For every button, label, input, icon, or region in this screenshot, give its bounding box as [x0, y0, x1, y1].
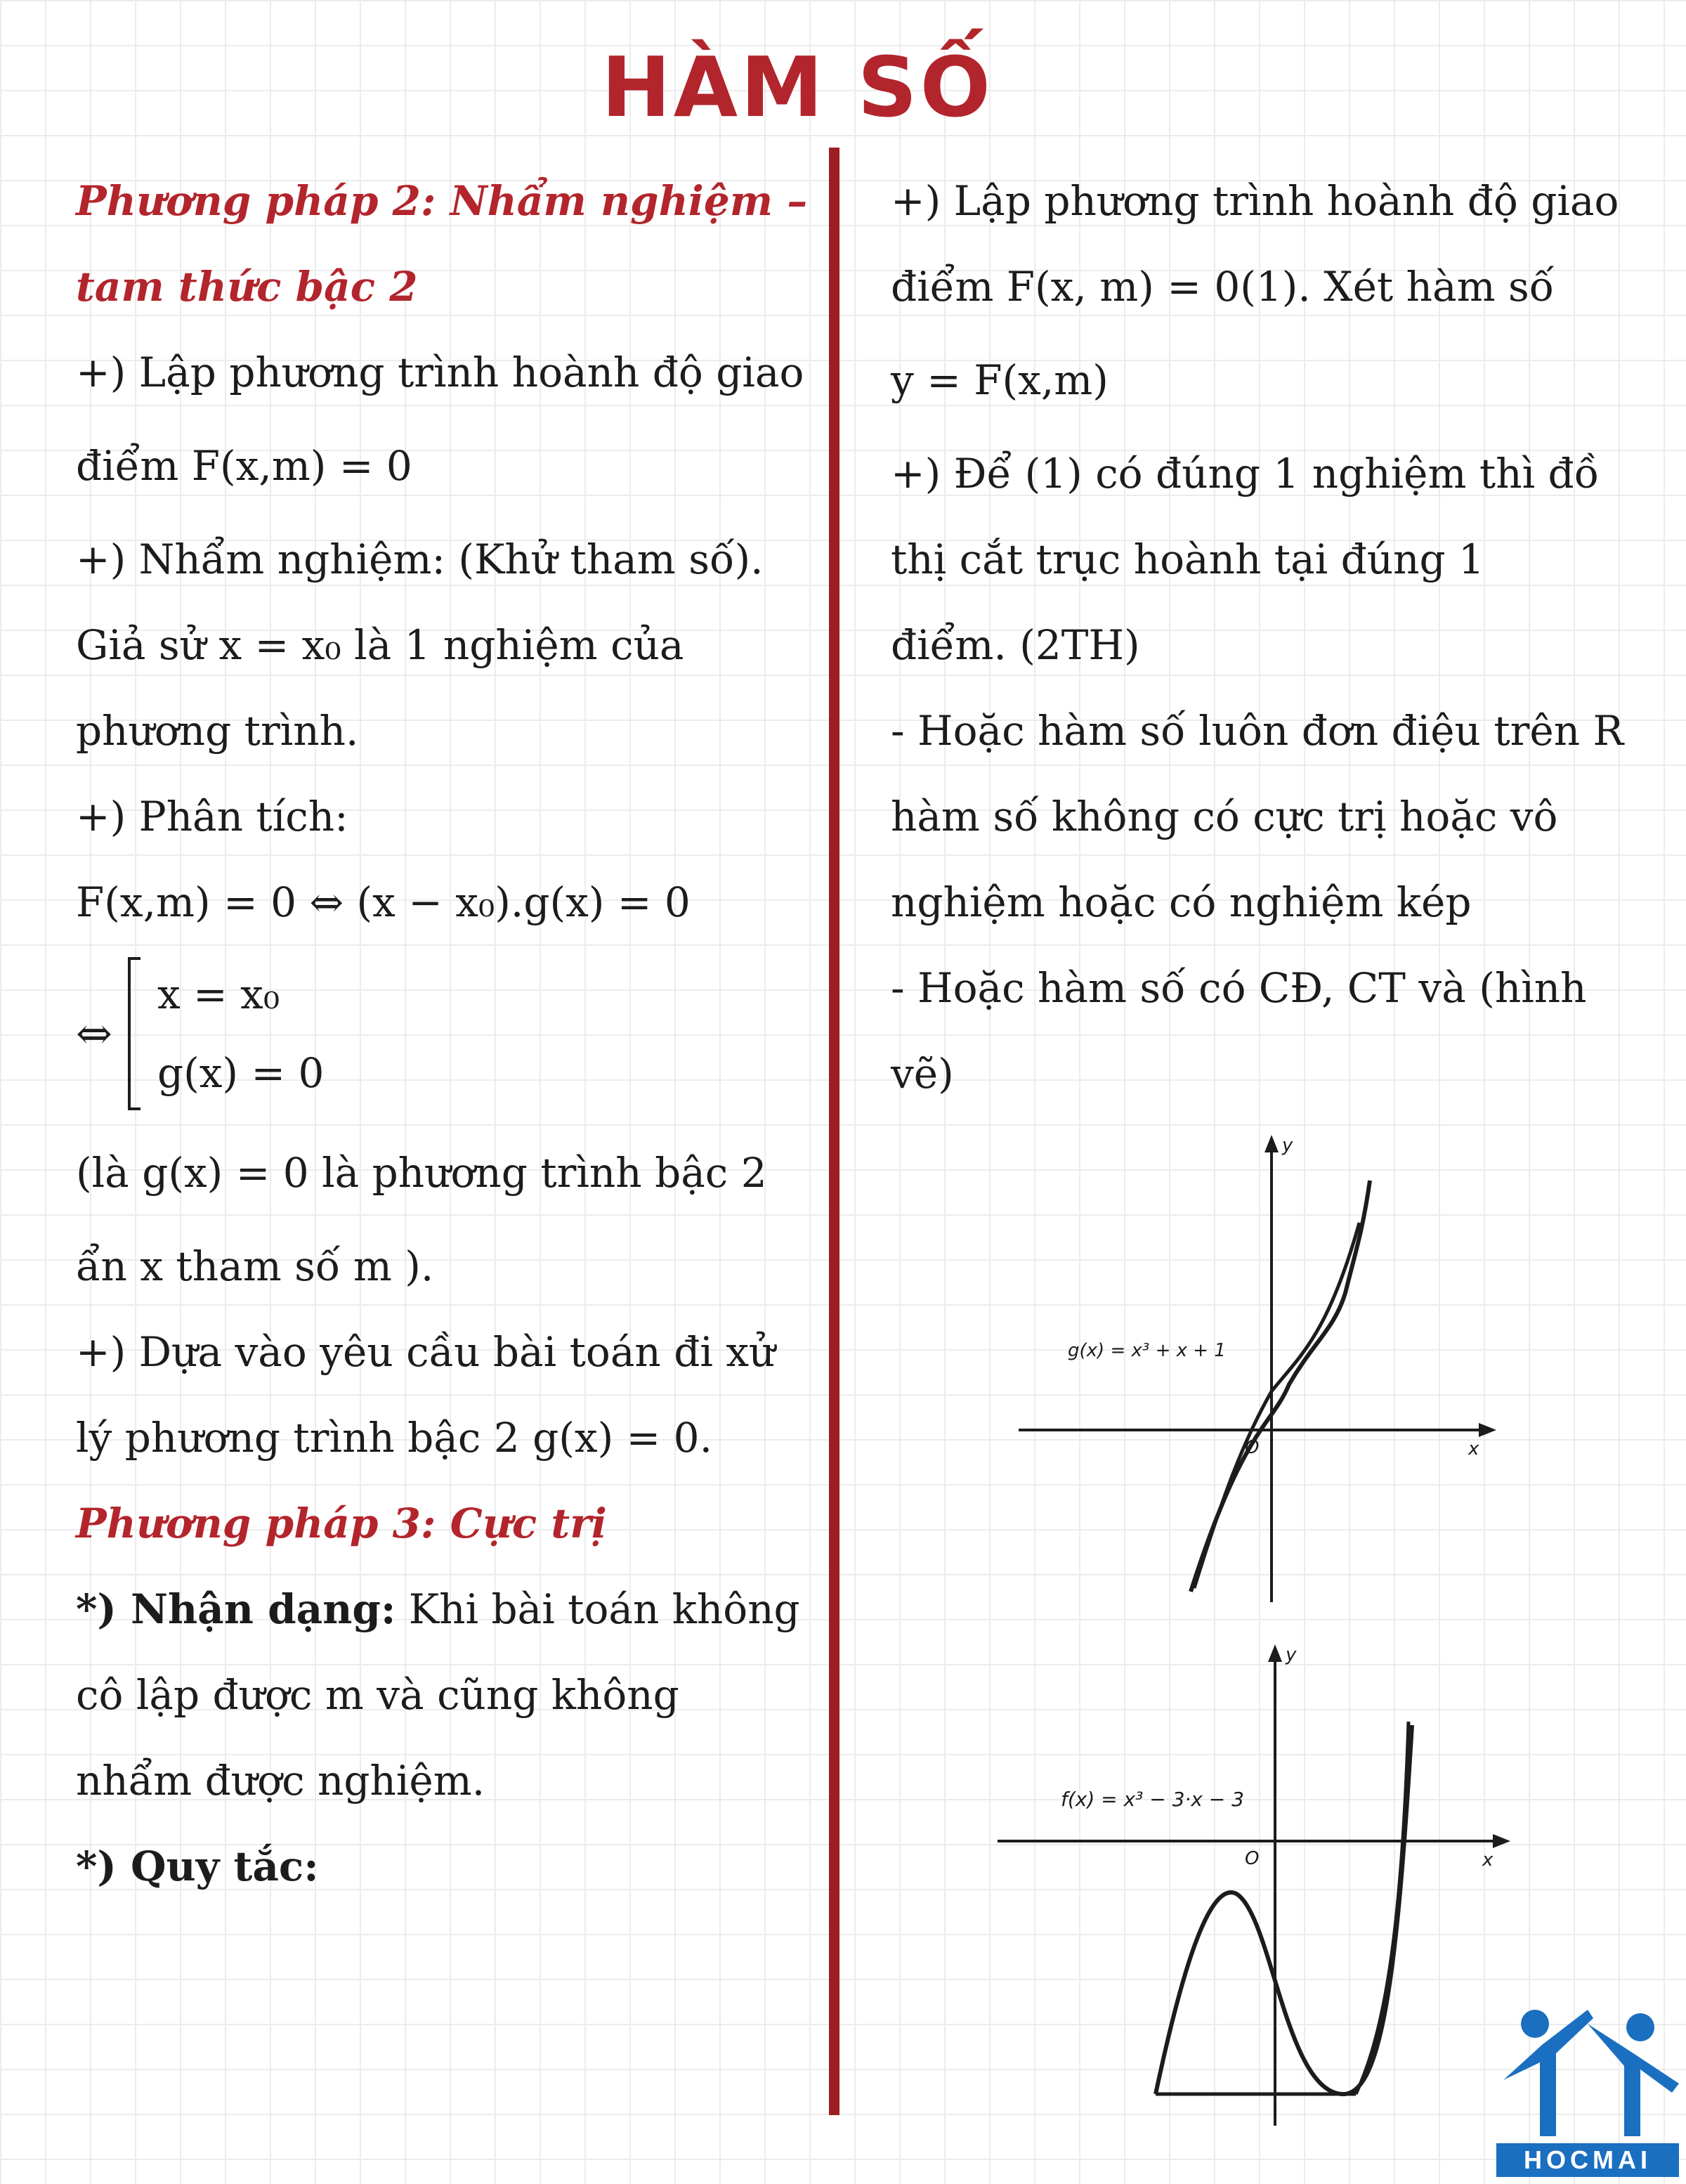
- text-line: - Hoặc hàm số luôn đơn điệu trên R: [891, 707, 1624, 755]
- text-line: điểm. (2TH): [891, 621, 1140, 669]
- graph-1-y-label: y: [1282, 1135, 1293, 1156]
- text-line: hàm số không có cực trị hoặc vô: [891, 793, 1558, 840]
- curve-g: [1191, 1181, 1370, 1592]
- text-line: +) Để (1) có đúng 1 nghiệm thì đồ: [891, 450, 1600, 498]
- x-axis-arrow-icon: [1479, 1423, 1496, 1437]
- method-2-heading: Phương pháp 2: Nhẩm nghiệm –: [76, 177, 808, 225]
- logo-person-right-body: [1588, 2024, 1679, 2136]
- logo-text: HOCMAI: [1524, 2145, 1652, 2174]
- text-line: nhẩm được nghiệm.: [76, 1757, 485, 1805]
- text-line: lý phương trình bậc 2 g(x) = 0.: [76, 1414, 713, 1462]
- text-line: +) Phân tích:: [76, 793, 348, 840]
- identify-text: Khi bài toán không: [396, 1585, 800, 1633]
- x-axis-arrow-icon: [1493, 1834, 1510, 1848]
- text-line: (là g(x) = 0 là phương trình bậc 2: [76, 1149, 767, 1197]
- left-column: [76, 158, 808, 1909]
- system-line-1: x = x₀: [157, 970, 280, 1018]
- page-title: HÀM SỐ: [601, 39, 993, 136]
- text-line: +) Lập phương trình hoành độ giao: [891, 177, 1619, 225]
- equivalence-arrow: ⇔: [76, 1008, 112, 1059]
- y-axis-arrow-icon: [1268, 1644, 1282, 1662]
- text-line: thị cắt trục hoành tại đúng 1: [891, 535, 1484, 583]
- method-3-heading: Phương pháp 3: Cực trị: [76, 1500, 607, 1547]
- graph-2-x-label: x: [1482, 1850, 1494, 1871]
- right-column: [891, 158, 1624, 1117]
- text-line: nghiệm hoặc có nghiệm kép: [891, 878, 1472, 926]
- text-line: - Hoặc hàm số có CĐ, CT và (hình: [891, 964, 1587, 1012]
- logo-person-right-head: [1626, 2013, 1654, 2041]
- graph-1-func-label: g(x) = x³ + x + 1: [1068, 1340, 1226, 1361]
- text-line: +) Lập phương trình hoành độ giao: [76, 349, 804, 396]
- formula-line: điểm F(x,m) = 0: [76, 442, 412, 490]
- column-divider: [829, 148, 839, 2115]
- text-line: phương trình.: [76, 707, 359, 755]
- graph-1-origin-label: O: [1245, 1437, 1260, 1458]
- method-2-heading-cont: tam thức bậc 2: [76, 263, 418, 311]
- graph-1-x-label: x: [1468, 1438, 1479, 1460]
- hocmai-logo: [1489, 1996, 1686, 2178]
- logo-person-left-head: [1521, 2010, 1549, 2038]
- text-line: vẽ): [891, 1050, 954, 1098]
- graph-extrema: [991, 1641, 1510, 2133]
- text-line: Giả sử x = x₀ là 1 nghiệm của: [76, 621, 684, 669]
- identify-label: *) Nhận dạng:: [76, 1585, 396, 1633]
- formula-line: y = F(x,m): [891, 356, 1109, 404]
- text-line: cô lập được m và cũng không: [76, 1671, 679, 1719]
- text-line: +) Dựa vào yêu cầu bài toán đi xử: [76, 1328, 776, 1376]
- factor-formula: F(x,m) = 0 ⇔ (x − x₀).g(x) = 0: [76, 878, 691, 926]
- graph-2-func-label: f(x) = x³ − 3·x − 3: [1061, 1788, 1244, 1811]
- rule-label: *) Quy tắc:: [76, 1842, 319, 1890]
- logo-person-left-body: [1503, 2010, 1593, 2136]
- text-line: điểm F(x, m) = 0(1). Xét hàm số: [891, 263, 1555, 311]
- equation-system: [76, 949, 799, 1118]
- system-line-2: g(x) = 0: [157, 1049, 325, 1097]
- text-line: ẩn x tham số m ).: [76, 1242, 434, 1290]
- graph-2-y-label: y: [1286, 1644, 1297, 1665]
- system-bracket: [128, 957, 140, 1110]
- identify-line: [76, 1566, 799, 1652]
- text-line: +) Nhẩm nghiệm: (Khử tham số).: [76, 535, 764, 583]
- graph-2-origin-label: O: [1245, 1848, 1260, 1869]
- y-axis-arrow-icon: [1264, 1135, 1279, 1152]
- graph-monotonic: [1012, 1131, 1503, 1609]
